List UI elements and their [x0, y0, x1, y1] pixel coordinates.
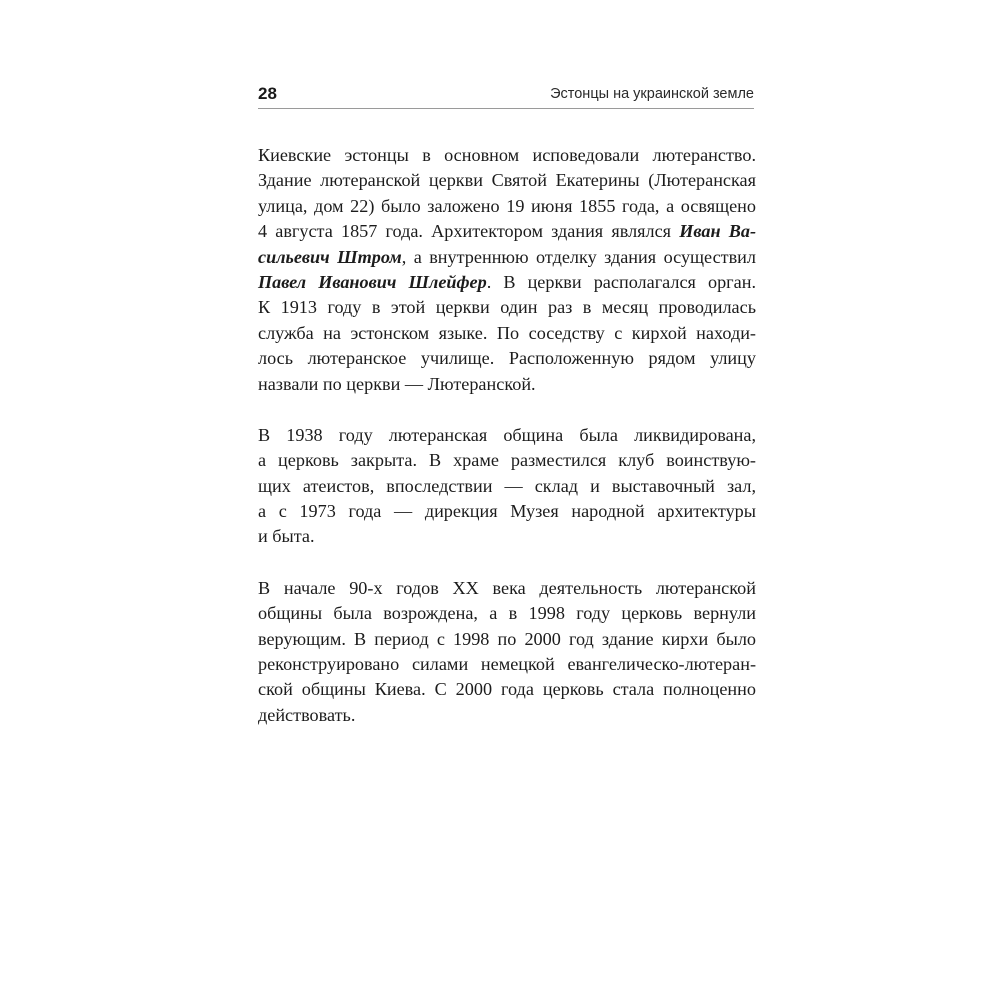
body-text: [258, 143, 756, 728]
text-line: [258, 499, 756, 524]
page-header: [258, 82, 754, 106]
text-line: [258, 448, 756, 473]
text-segment: В начале 90-х годов XX века деятельность лютеранской: [258, 577, 756, 598]
text-segment: реконструировано силами немецкой евангелическо-лютеран-: [258, 654, 756, 675]
text-segment: а с 1973 года — дирекция Музея народной архитектуры: [258, 501, 756, 522]
text-line: [258, 627, 756, 652]
text-segment: щих атеистов, впоследствии — склад и выставочный зал,: [258, 475, 756, 496]
text-segment: , а внутреннюю отделку здания осуществил: [401, 246, 756, 267]
text-line: [258, 143, 756, 168]
paragraph: [258, 143, 756, 397]
text-line: [258, 219, 756, 244]
text-segment: верующим. В период с 1998 по 2000 год здание кирхи было: [258, 628, 756, 649]
person-name: Павел Иванович Шлейфер: [258, 271, 487, 292]
text-line: [258, 194, 756, 219]
person-name: сильевич Штром: [258, 246, 402, 267]
text-line: [258, 245, 756, 270]
text-line: [258, 346, 756, 371]
text-line: [258, 321, 756, 346]
text-line: [258, 652, 756, 677]
text-segment: Киевские эстонцы в основном исповедовали лютеранство.: [258, 145, 756, 165]
person-name: Иван Ва-: [679, 221, 757, 242]
text-segment: Здание лютеранской церкви Святой Екатерины (Лютеранская: [258, 170, 756, 191]
text-line: [258, 270, 756, 295]
text-line: [258, 576, 756, 601]
text-segment: . В церкви располагался орган.: [486, 271, 756, 292]
text-line: [258, 474, 756, 499]
text-segment: служба на эстонском языке. По соседству с кирхой находи-: [258, 322, 756, 343]
text-line: [258, 168, 756, 193]
text-segment: В 1938 году лютеранская община была ликвидирована,: [258, 424, 756, 445]
paragraph: [258, 576, 756, 728]
text-line: [258, 677, 756, 702]
header-divider: [258, 108, 754, 109]
text-segment: и быта.: [258, 526, 315, 547]
running-title: Эстонцы на украинской земле: [550, 86, 754, 102]
text-line: [258, 524, 756, 549]
text-line: [258, 423, 756, 448]
text-segment: улица, дом 22) было заложено 19 июня 1855 года, а освящено: [258, 195, 756, 216]
text-segment: ской общины Киева. С 2000 года церковь стала полноценно: [258, 679, 756, 700]
text-segment: назвали по церкви — Лютеранской.: [258, 373, 536, 394]
text-line: [258, 703, 756, 728]
text-segment: а церковь закрыта. В храме разместился клуб воинствую-: [258, 450, 756, 471]
text-line: [258, 372, 756, 397]
text-segment: действовать.: [258, 704, 356, 725]
paragraph-gap: [258, 550, 756, 576]
text-segment: К 1913 году в этой церкви один раз в месяц проводилась: [258, 297, 756, 318]
text-line: [258, 601, 756, 626]
page-number: 28: [258, 84, 277, 103]
paragraph: [258, 423, 756, 550]
text-segment: 4 августа 1857 года. Архитектором здания являлся: [258, 221, 680, 242]
text-segment: общины была возрождена, а в 1998 году церковь вернули: [258, 603, 756, 624]
text-line: [258, 295, 756, 320]
paragraph-gap: [258, 397, 756, 423]
text-segment: лось лютеранское училище. Расположенную рядом улицу: [258, 348, 756, 369]
